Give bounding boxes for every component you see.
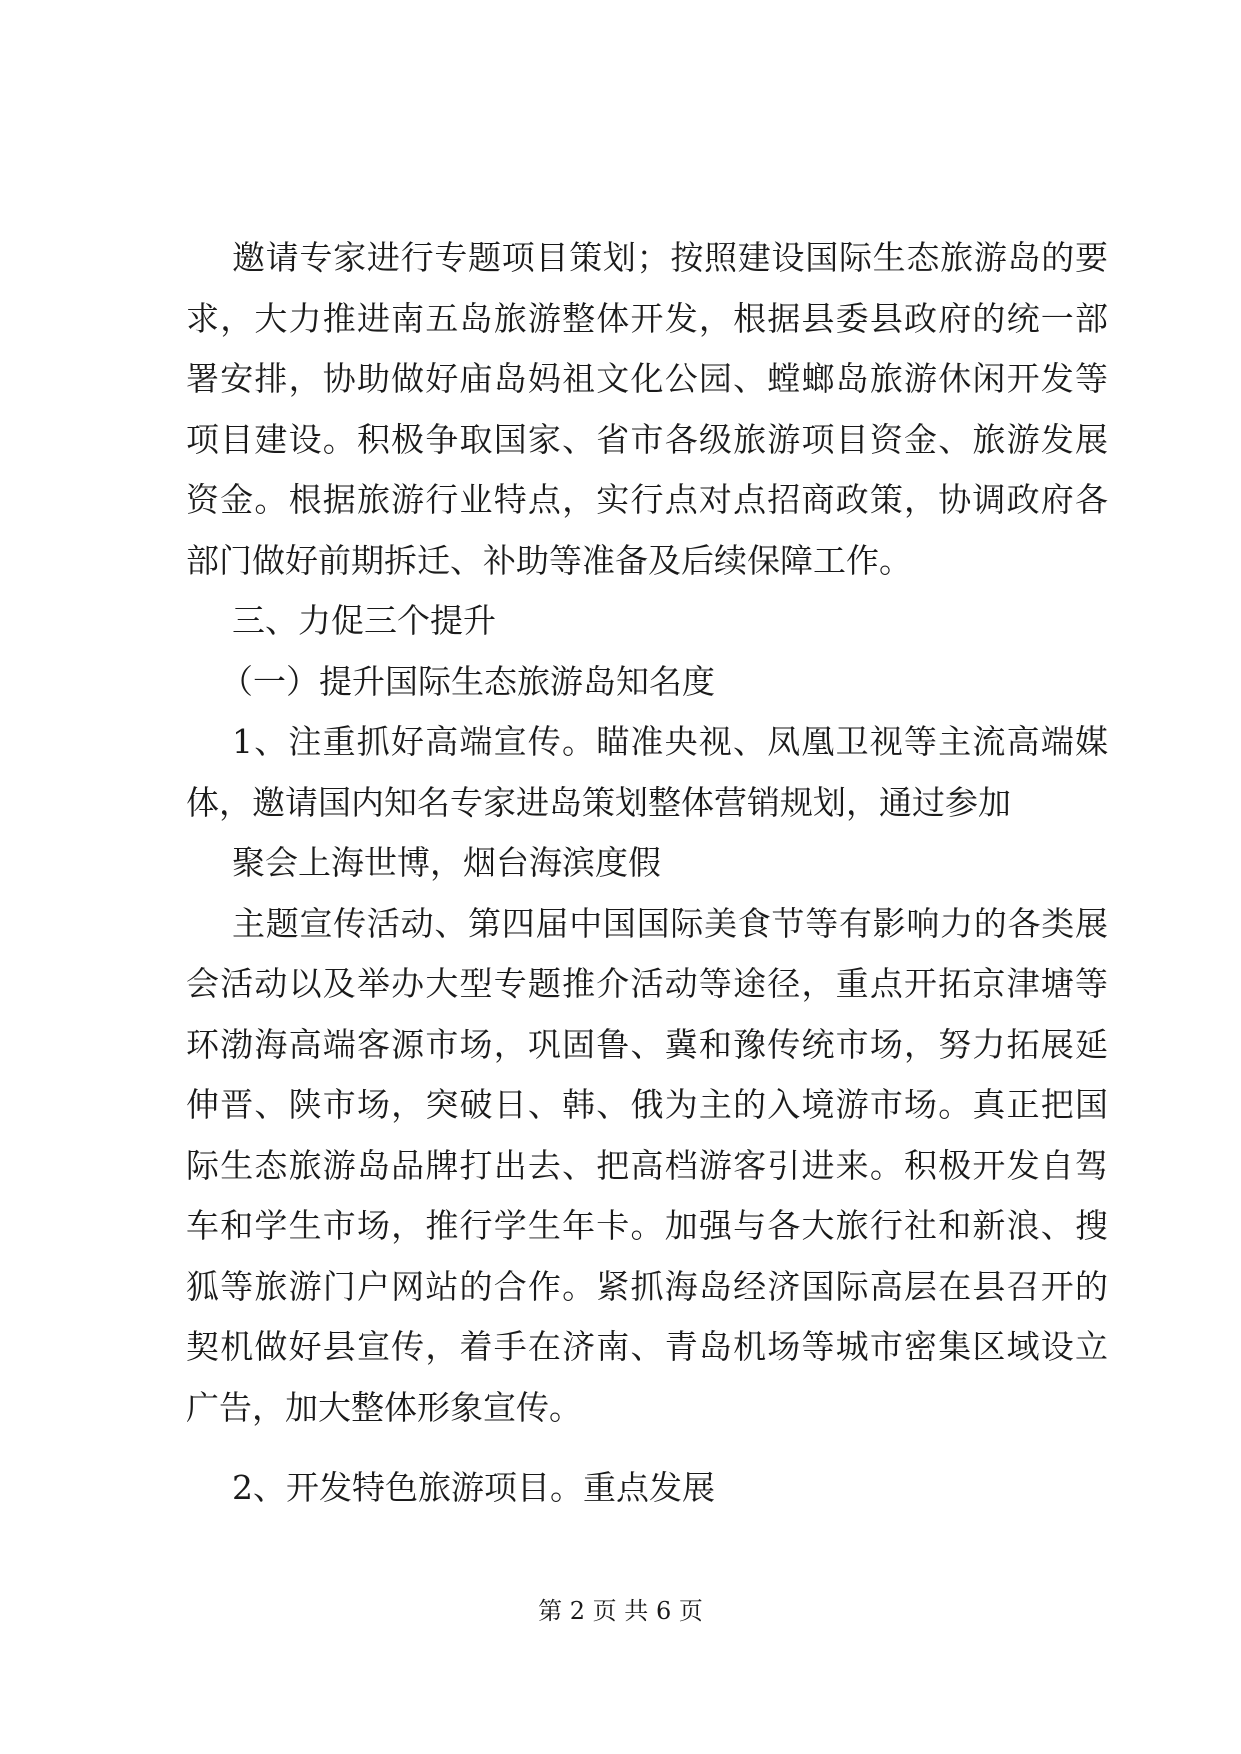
page-number-footer: 第 2 页 共 6 页: [538, 1597, 703, 1625]
subsection-heading-visibility: （一）提升国际生态旅游岛知名度: [220, 661, 715, 701]
paragraph-market-expansion: 主题宣传活动、第四届中国国际美食节等有影响力的各类展会活动以及举办大型专题推介活动等途径，重点开拓京津塘等环渤海高端客源市场，巩固鲁、冀和豫传统市场，努力拓展延伸晋、陕市场，突破日、韩、俄为主的入境游市场。真正把国际生态旅游岛品牌打出去、把高档游客引进来。积极开发自驾车和学生市场，推行学生年卡。加强与各大旅行社和新浪、搜狐等旅游门户网站的合作。紧抓海岛经济国际高层在县召开的契机做好县宣传，着手在济南、青岛机场等城市密集区域设立广告，加大整体形象宣传。: [186, 903, 1108, 1427]
section-heading-three-improvements: 三、力促三个提升: [232, 601, 496, 640]
paragraph-high-end-promotion: 1、注重抓好高端宣传。瞄准央视、凤凰卫视等主流高端媒体，邀请国内知名专家进岛策划整体营销规划，通过参加: [186, 722, 1108, 822]
paragraph-project-planning: 邀请专家进行专题项目策划；按照建设国际生态旅游岛的要求，大力推进南五岛旅游整体开发，根据县委县政府的统一部署安排，协助做好庙岛妈祖文化公园、螳螂岛旅游休闲开发等项目建设。积极争取国家、省市各级旅游项目资金、旅游发展资金。根据旅游行业特点，实行点对点招商政策，协调政府各部门做好前期拆迁、补助等准备及后续保障工作。: [186, 238, 1108, 580]
paragraph-shanghai-expo: 聚会上海世博，烟台海滨度假: [232, 843, 661, 882]
paragraph-special-projects: 2、开发特色旅游项目。重点发展: [232, 1468, 715, 1507]
document-body: [186, 228, 1108, 1519]
